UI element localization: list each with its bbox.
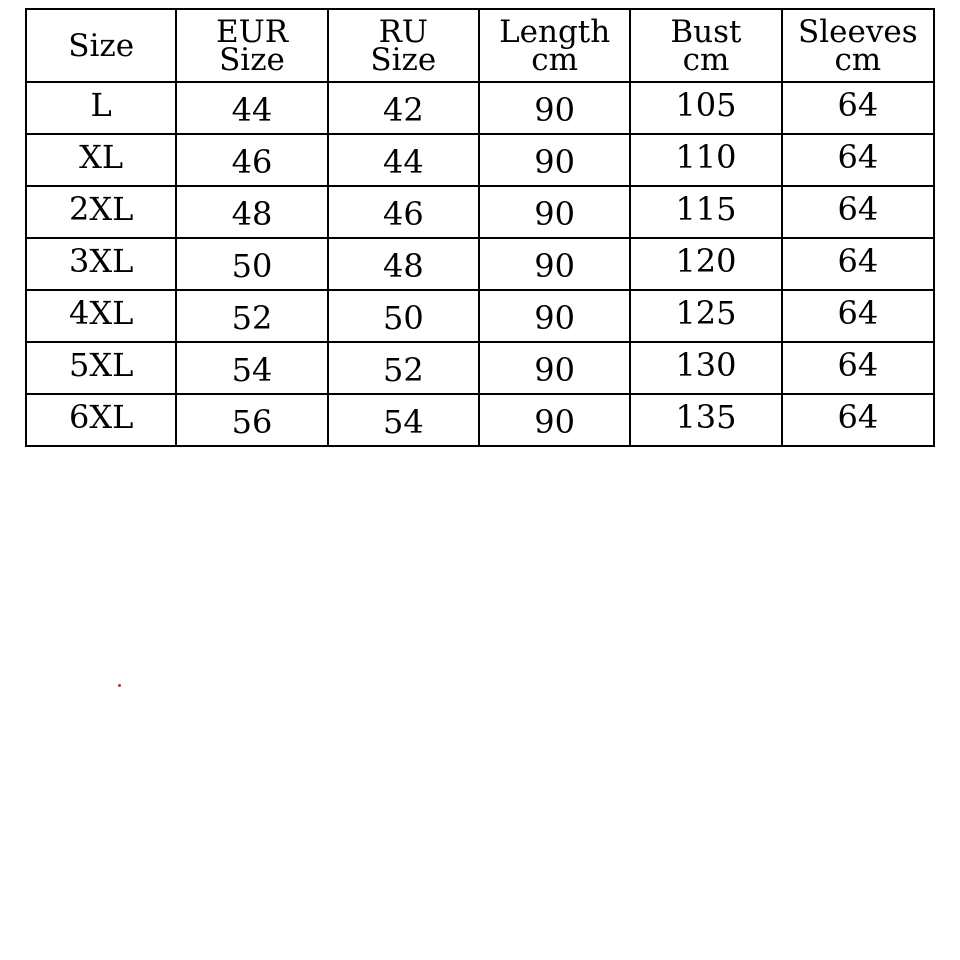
cell-text: 64 (837, 190, 879, 228)
cell-length (479, 342, 630, 394)
cell-text: 6XL (68, 398, 134, 436)
cell-text: 4XL (68, 294, 134, 332)
cell-eur (176, 186, 327, 238)
cell-text: 64 (837, 346, 879, 384)
cell-ru (328, 394, 479, 446)
cell-text: 120 (675, 242, 737, 280)
header-size (26, 9, 176, 82)
table-row (26, 186, 934, 238)
table-row (26, 394, 934, 446)
cell-sleeves (782, 186, 934, 238)
cell-text: 90 (534, 195, 575, 233)
cell-text: 44 (382, 143, 424, 181)
cell-ru (328, 238, 479, 290)
cell-length (479, 82, 630, 134)
cell-text: 46 (231, 143, 273, 181)
cell-length (479, 186, 630, 238)
cell-bust (630, 342, 781, 394)
cell-size (26, 134, 176, 186)
cell-text: XL (79, 138, 124, 176)
cell-size (26, 186, 176, 238)
header-bust (630, 9, 781, 82)
header-row (26, 9, 934, 82)
header-eur-size-line-1: EUR (215, 13, 289, 50)
cell-text: 54 (382, 403, 424, 441)
cell-text: 135 (675, 398, 737, 436)
header-length-line-2: cm (531, 41, 579, 78)
cell-length (479, 134, 630, 186)
header-size-line-1: Size (68, 27, 135, 64)
cell-text: 52 (231, 299, 273, 337)
cell-size (26, 82, 176, 134)
cell-text: 115 (675, 190, 737, 228)
header-eur-size (176, 9, 327, 82)
cell-text: 90 (534, 91, 575, 129)
cell-eur (176, 394, 327, 446)
cell-text: 48 (231, 195, 273, 233)
header-ru-size-line-1: RU (378, 13, 429, 50)
cell-length (479, 394, 630, 446)
cell-size (26, 290, 176, 342)
cell-text: 46 (382, 195, 424, 233)
table-row (26, 238, 934, 290)
cell-text: 90 (534, 247, 575, 285)
header-length (479, 9, 630, 82)
cell-size (26, 394, 176, 446)
cell-bust (630, 82, 781, 134)
cell-text: 90 (534, 403, 575, 441)
header-bust-line-2: cm (682, 41, 730, 78)
cell-text: 90 (534, 143, 575, 181)
cell-text: 50 (382, 299, 424, 337)
cell-text: L (90, 86, 112, 124)
cell-text: 64 (837, 242, 879, 280)
cell-eur (176, 134, 327, 186)
cell-ru (328, 82, 479, 134)
cell-text: 3XL (68, 242, 134, 280)
cell-size (26, 342, 176, 394)
cell-text: 64 (837, 294, 879, 332)
header-bust-line-1: Bust (670, 13, 742, 50)
cell-text: 64 (837, 138, 879, 176)
cell-text: 42 (382, 91, 424, 129)
cell-sleeves (782, 134, 934, 186)
cell-text: 110 (675, 138, 737, 176)
cell-eur (176, 290, 327, 342)
cell-text: 90 (534, 351, 575, 389)
cell-sleeves (782, 342, 934, 394)
cell-text: 130 (675, 346, 737, 384)
table-row (26, 82, 934, 134)
cell-text: 90 (534, 299, 575, 337)
header-length-line-1: Length (499, 13, 611, 50)
cell-length (479, 238, 630, 290)
cell-text: 125 (675, 294, 737, 332)
cell-size (26, 238, 176, 290)
header-sleeves (782, 9, 934, 82)
header-sleeves-line-2: cm (834, 41, 882, 78)
cell-sleeves (782, 290, 934, 342)
cell-text: 54 (231, 351, 273, 389)
header-ru-size-line-2: Size (370, 41, 437, 78)
cell-text: 56 (231, 403, 273, 441)
cell-text: 2XL (68, 190, 134, 228)
cell-text: 52 (382, 351, 424, 389)
cell-text: 64 (837, 86, 879, 124)
table-row (26, 290, 934, 342)
header-ru-size (328, 9, 479, 82)
cell-sleeves (782, 394, 934, 446)
cell-eur (176, 82, 327, 134)
cell-text: 5XL (68, 346, 134, 384)
table-row (26, 342, 934, 394)
red-speck (118, 684, 121, 687)
cell-bust (630, 290, 781, 342)
cell-length (479, 290, 630, 342)
cell-bust (630, 238, 781, 290)
cell-ru (328, 290, 479, 342)
cell-eur (176, 238, 327, 290)
cell-text: 50 (231, 247, 273, 285)
size-chart-table (25, 8, 935, 447)
cell-bust (630, 394, 781, 446)
cell-sleeves (782, 238, 934, 290)
cell-bust (630, 186, 781, 238)
cell-text: 44 (231, 91, 273, 129)
header-sleeves-line-1: Sleeves (798, 13, 918, 50)
cell-ru (328, 134, 479, 186)
cell-text: 48 (382, 247, 424, 285)
cell-text: 105 (675, 86, 737, 124)
header-eur-size-line-2: Size (219, 41, 285, 78)
cell-eur (176, 342, 327, 394)
cell-text: 64 (837, 398, 879, 436)
cell-ru (328, 342, 479, 394)
cell-ru (328, 186, 479, 238)
cell-bust (630, 134, 781, 186)
table-row (26, 134, 934, 186)
cell-sleeves (782, 82, 934, 134)
